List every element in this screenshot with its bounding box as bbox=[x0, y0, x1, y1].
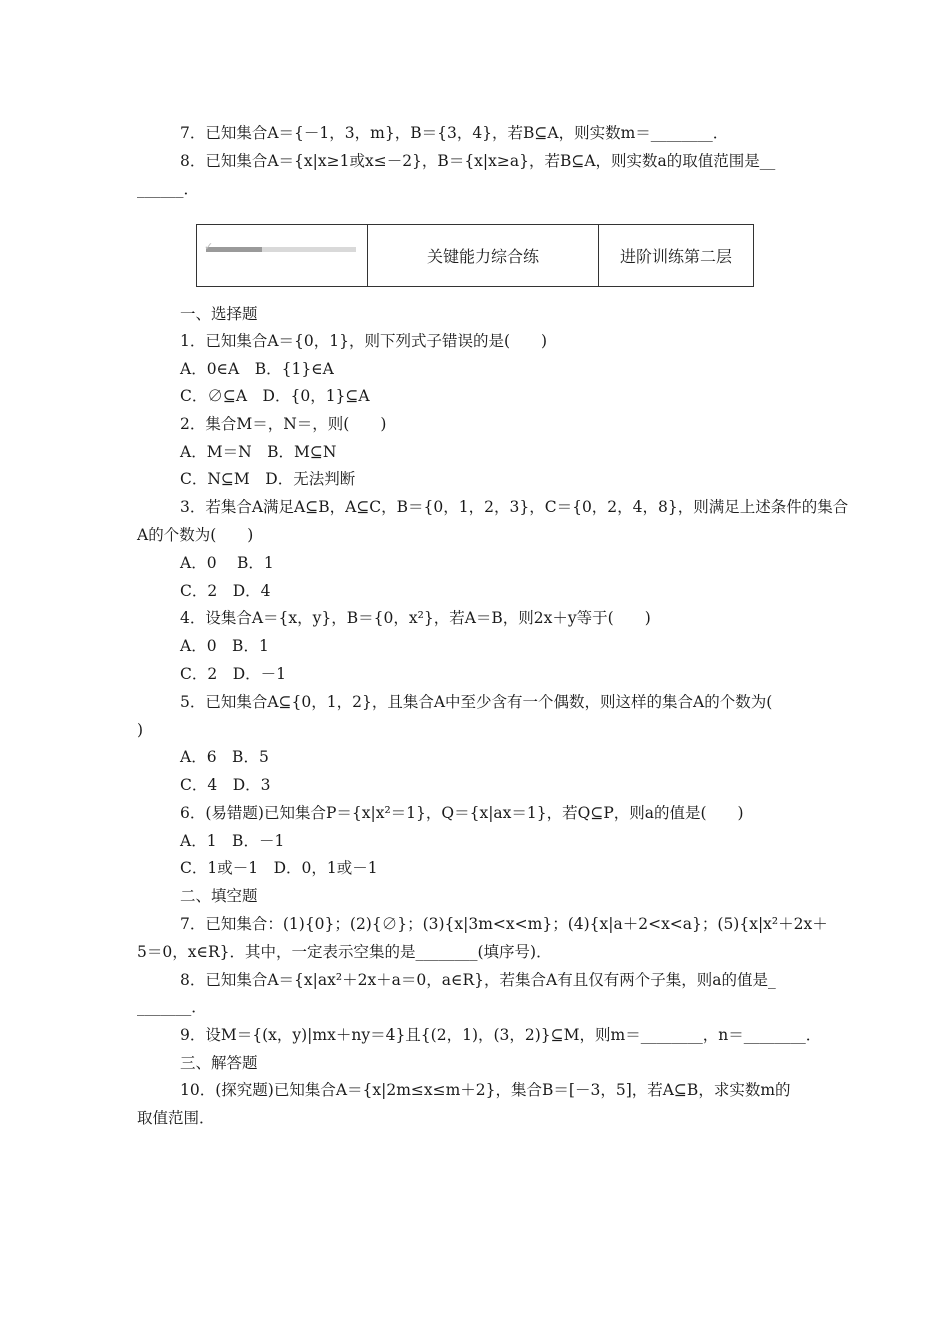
choice-q5-options-cd: C．4 D．3 bbox=[180, 776, 271, 794]
choice-q5-line1: 5．已知集合A⊆{0，1，2}，且集合A中至少含有一个偶数，则这样的集合A的个数为( bbox=[180, 693, 773, 711]
choice-q4: 4．设集合A＝{x，y}，B＝{0，x²}，若A＝B，则2x＋y等于( ) bbox=[180, 609, 651, 627]
choice-q5-line2: ) bbox=[137, 721, 144, 739]
choice-q6-options-cd: C．1或－1 D．0，1或－1 bbox=[180, 859, 378, 877]
choice-q5-options-ab: A．6 B．5 bbox=[180, 748, 269, 766]
fill-q8-line1: 8．已知集合A＝{x|ax²＋2x＋a＝0，a∈R}，若集合A有且仅有两个子集，则a的值是_ bbox=[180, 971, 776, 989]
choice-q3-line2: A的个数为( ) bbox=[137, 526, 254, 544]
choice-q3-line1: 3．若集合A满足A⊆B，A⊆C，B＝{0，1，2，3}，C＝{0，2，4，8}，则满足上述条件的集合 bbox=[180, 498, 849, 516]
pre-q8-line1: 8．已知集合A＝{x|x≥1或x≤－2}，B＝{x|x≥a}，若B⊆A，则实数a的取值范围是__ bbox=[180, 152, 776, 170]
choice-q3-options-ab: A．0 B．1 bbox=[180, 554, 274, 572]
fill-q7-line1: 7．已知集合：(1){0}；(2){∅}；(3){x|3m<x<m}；(4){x|a＋2<x<a}；(5){x|x²＋2x＋ bbox=[180, 915, 828, 933]
progress-bar-fill bbox=[206, 247, 262, 252]
fill-q8-line2: _______． bbox=[137, 998, 207, 1016]
section-header-table bbox=[196, 224, 754, 287]
choice-q6: 6．(易错题)已知集合P＝{x|x²＝1}，Q＝{x|ax＝1}，若Q⊆P，则a的值是( ) bbox=[180, 804, 744, 822]
fill-q9: 9．设M＝{(x，y)|mx＋ny＝4}且{(2，1)，(3，2)}⊆M，则m＝________，n＝________． bbox=[180, 1026, 822, 1044]
choice-q4-options-cd: C．2 D．－1 bbox=[180, 665, 287, 683]
choice-q2-options-ab: A．M＝N B．M⊆N bbox=[180, 443, 337, 461]
pre-q7: 7．已知集合A＝{－1，3，m}，B＝{3，4}，若B⊆A，则实数m＝________． bbox=[180, 124, 729, 142]
table-title: 关键能力综合练 bbox=[368, 225, 599, 286]
choice-q2: 2．集合M＝，N＝，则( ) bbox=[180, 415, 387, 433]
pre-q8-line2: ______． bbox=[137, 180, 200, 198]
progress-cell bbox=[197, 225, 368, 286]
choice-q3-options-cd: C．2 D．4 bbox=[180, 582, 271, 600]
choice-q1: 1．已知集合A＝{0，1}，则下列式子错误的是( ) bbox=[180, 332, 548, 350]
answer-q10-line2: 取值范围． bbox=[137, 1109, 215, 1127]
answer-q10-line1: 10．(探究题)已知集合A＝{x|2m≤x≤m＋2}，集合B＝[－3，5]，若A⊆B，求实数m的 bbox=[180, 1081, 791, 1099]
choice-q4-options-ab: A．0 B．1 bbox=[180, 637, 269, 655]
choice-q6-options-ab: A．1 B．－1 bbox=[180, 832, 285, 850]
check-icon: ✓ bbox=[204, 240, 214, 253]
table-level: 进阶训练第二层 bbox=[619, 247, 732, 266]
choice-q1-options-ab: A．0∈A B．{1}∈A bbox=[180, 360, 334, 378]
section-heading-answer: 三、解答题 bbox=[180, 1054, 258, 1072]
choice-q1-options-cd: C．∅⊆A D．{0，1}⊆A bbox=[180, 387, 370, 405]
fill-q7-line2: 5＝0，x∈R}．其中，一定表示空集的是________(填序号)． bbox=[137, 943, 552, 961]
progress-bar bbox=[206, 247, 356, 252]
section-heading-fill: 二、填空题 bbox=[180, 887, 258, 905]
section-heading-choice: 一、选择题 bbox=[180, 305, 258, 323]
choice-q2-options-cd: C．N⊆M D．无法判断 bbox=[180, 470, 356, 488]
